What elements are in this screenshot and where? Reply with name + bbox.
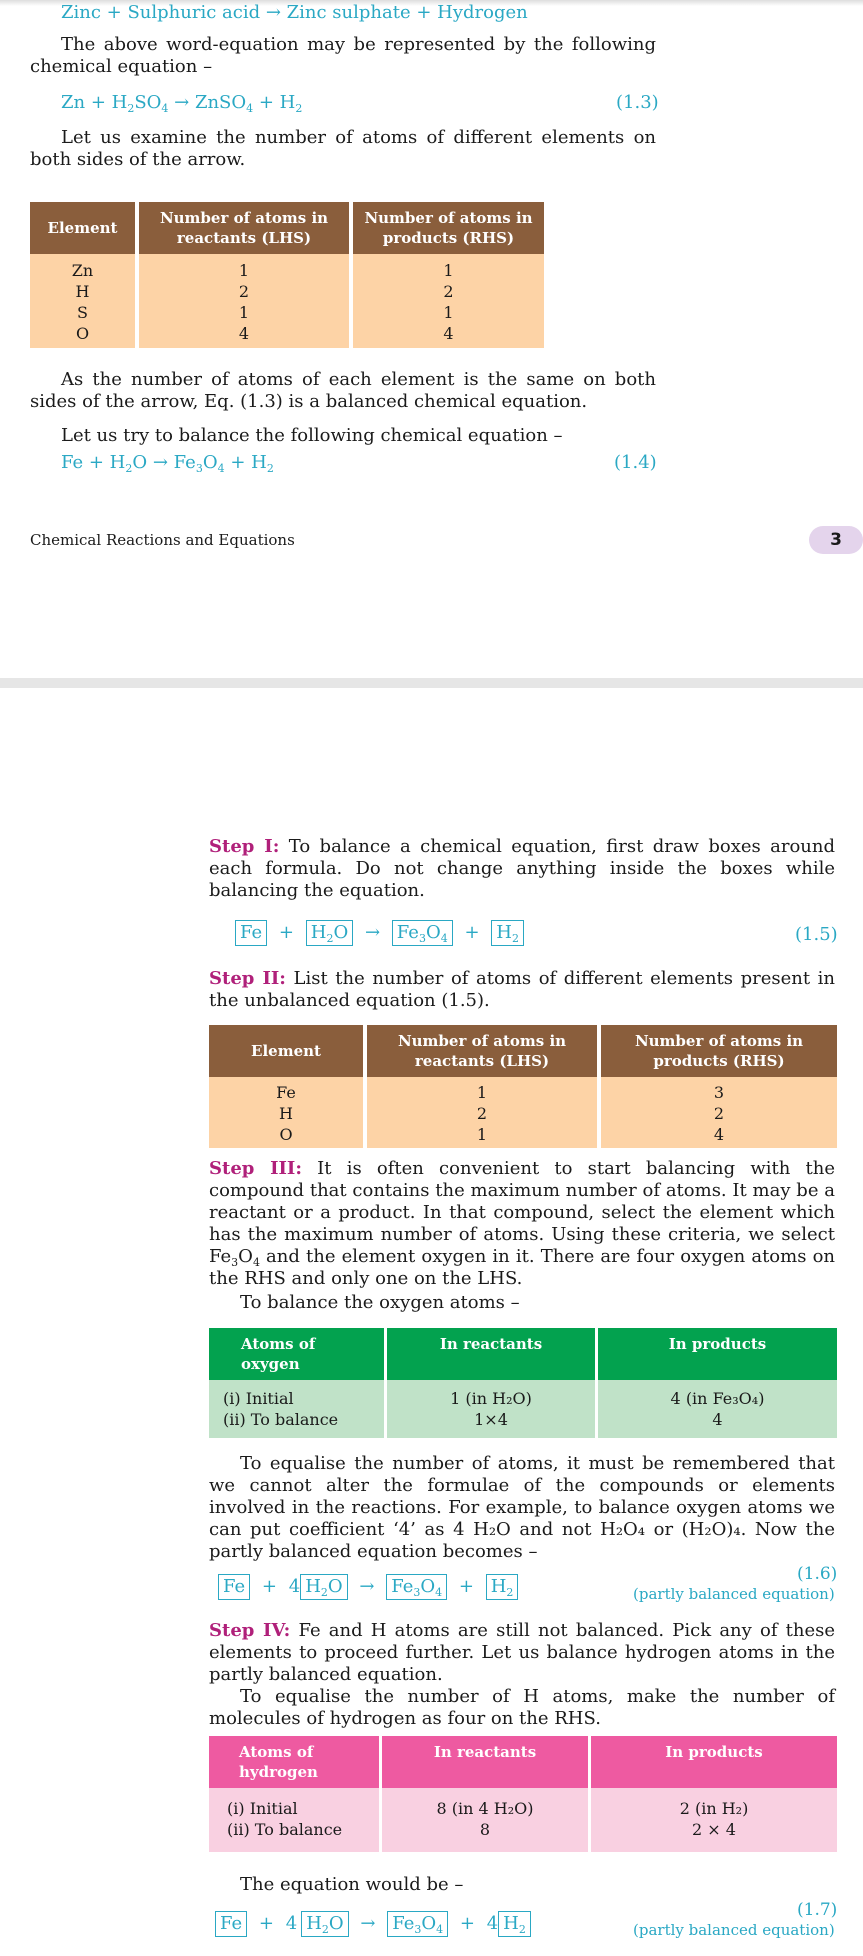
table-cell: H [209,1103,365,1124]
column-header: Number of atoms in products (RHS) [599,1025,837,1077]
table-cell: Zn [30,254,137,281]
formula-box-fe: Fe [235,920,267,946]
products-cell: 2 (in H₂) 2 × 4 [590,1788,838,1852]
oxygen-table [209,1328,837,1438]
equation-number: (1.6) [797,1564,838,1584]
column-header: In reactants [381,1736,590,1788]
step-label: Step II: [209,968,286,989]
formula-box-h2o: $H_2O$ [306,920,353,946]
table-cell: Fe [209,1077,365,1103]
column-header: In products [590,1736,838,1788]
row-labels: (i) Initial (ii) To balance [209,1788,381,1852]
table-cell: O [209,1124,365,1148]
table-cell: 1 [365,1124,599,1148]
page-number-badge: 3 [809,526,863,554]
column-header: Number of atoms in reactants (LHS) [365,1025,599,1077]
paragraph: To balance the oxygen atoms – [240,1292,520,1313]
table-cell: 1 [137,302,351,323]
equation-number: (1.4) [614,452,657,473]
reactants-cell: 1 (in H₂O) 1×4 [386,1380,597,1438]
table-cell: 4 [351,323,544,348]
step-label: Step IV: [209,1620,291,1641]
hydrogen-table [209,1736,837,1852]
row-labels: (i) Initial (ii) To balance [209,1380,386,1438]
equation-1-7: Fe + 4 $H_2O \to Fe_3O_4 + 4$ $H_2$ [215,1911,531,1937]
paragraph: To equalise the number of atoms, it must be remembered that we cannot alter the formulae of the compounds or elements involved in the reactions. For example, to balance oxygen atoms we can put coefficient ‘4’ as 4 H₂O and not H₂O₄ or (H₂O)₄. Now the partly balanced equation becomes – [209,1453,835,1562]
column-header: Atoms of oxygen [209,1328,386,1380]
column-header: Element [30,202,137,254]
table-cell: 4 [599,1124,837,1148]
equation-1-4: $Fe + H_2O \to Fe_3O_4 + H_2$ [61,452,274,475]
table-cell: 2 [365,1103,599,1124]
table-cell: S [30,302,137,323]
equation-1-3: $Zn + H_2SO_4$ → ZnSO$_4$ + $H_2$ [61,92,303,115]
step-4: Step IV: Fe and H atoms are still not balanced. Pick any of these elements to proceed further. Let us balance hydrogen atoms in the partly balanced equation. [209,1620,836,1685]
equation-note: (partly balanced equation) [633,1585,835,1603]
step-label: Step III: [209,1158,302,1179]
paragraph: As the number of atoms of each element is the same on both sides of the arrow, Eq. (1.3) is a balanced chemical equation. [30,369,656,412]
table-cell: 2 [599,1103,837,1124]
table-cell: 4 [137,323,351,348]
table-cell: 1 [351,254,544,281]
equation-number: (1.7) [797,1900,838,1920]
table-cell: 2 [137,281,351,302]
formula-box-h2: $H_2$ [491,920,524,946]
table-cell: H [30,281,137,302]
paragraph: To equalise the number of H atoms, make the number of molecules of hydrogen as four on the RHS. [209,1686,835,1729]
column-header: Number of atoms in reactants (LHS) [137,202,351,254]
table-cell: 1 [137,254,351,281]
word-equation: Zinc + Sulphuric acid → Zinc sulphate + Hydrogen [61,2,528,23]
paragraph: The above word-equation may be represented by the following chemical equation – [30,34,656,77]
table-cell: 2 [351,281,544,302]
footer-title: Chemical Reactions and Equations [30,531,295,549]
table-cell: 1 [365,1077,599,1103]
table-cell: O [30,323,137,348]
paragraph: The equation would be – [240,1874,464,1895]
step-1: Step I: To balance a chemical equation, first draw boxes around each formula. Do not change anything inside the boxes while balancing the equation. [209,836,835,901]
equation-number: (1.5) [795,924,838,945]
equation-note: (partly balanced equation) [633,1921,835,1939]
column-header: Atoms of hydrogen [209,1736,381,1788]
atoms-table-1 [30,202,544,348]
column-header: In reactants [386,1328,597,1380]
step-label: Step I: [209,836,280,857]
step-2: Step II: List the number of atoms of different elements present in the unbalanced equation (1.5). [209,968,835,1011]
equation-1-5: $Fe + H_2O \to Fe_3O_4 + H_2$ [235,920,524,946]
page-separator [0,678,863,688]
products-cell: 4 (in Fe₃O₄) 4 [597,1380,838,1438]
reactants-cell: 8 (in 4 H₂O) 8 [381,1788,590,1852]
formula-box-fe3o4: $Fe_3O_4$ [392,920,453,946]
paragraph: Let us examine the number of atoms of different elements on both sides of the arrow. [30,127,656,170]
equation-number: (1.3) [616,92,659,113]
atoms-table-2 [209,1025,837,1148]
equation-1-6: Fe + 4 $H_2O \to Fe_3O_4 + H_2$ [218,1574,518,1600]
table-cell: 1 [351,302,544,323]
column-header: In products [597,1328,838,1380]
table-cell: 3 [599,1077,837,1103]
step-3: Step III: It is often convenient to start balancing with the compound that contains the maximum number of atoms. It may be a reactant or a product. In that compound, select the element which has the maximum number of atoms. Using these criteria, we select $Fe_3O_4$ and the element oxygen in it. There are four oxygen atoms on the RHS and only one on the LHS. [209,1158,836,1289]
paragraph: Let us try to balance the following chemical equation – [61,425,563,446]
column-header: Element [209,1025,365,1077]
column-header: Number of atoms in products (RHS) [351,202,544,254]
